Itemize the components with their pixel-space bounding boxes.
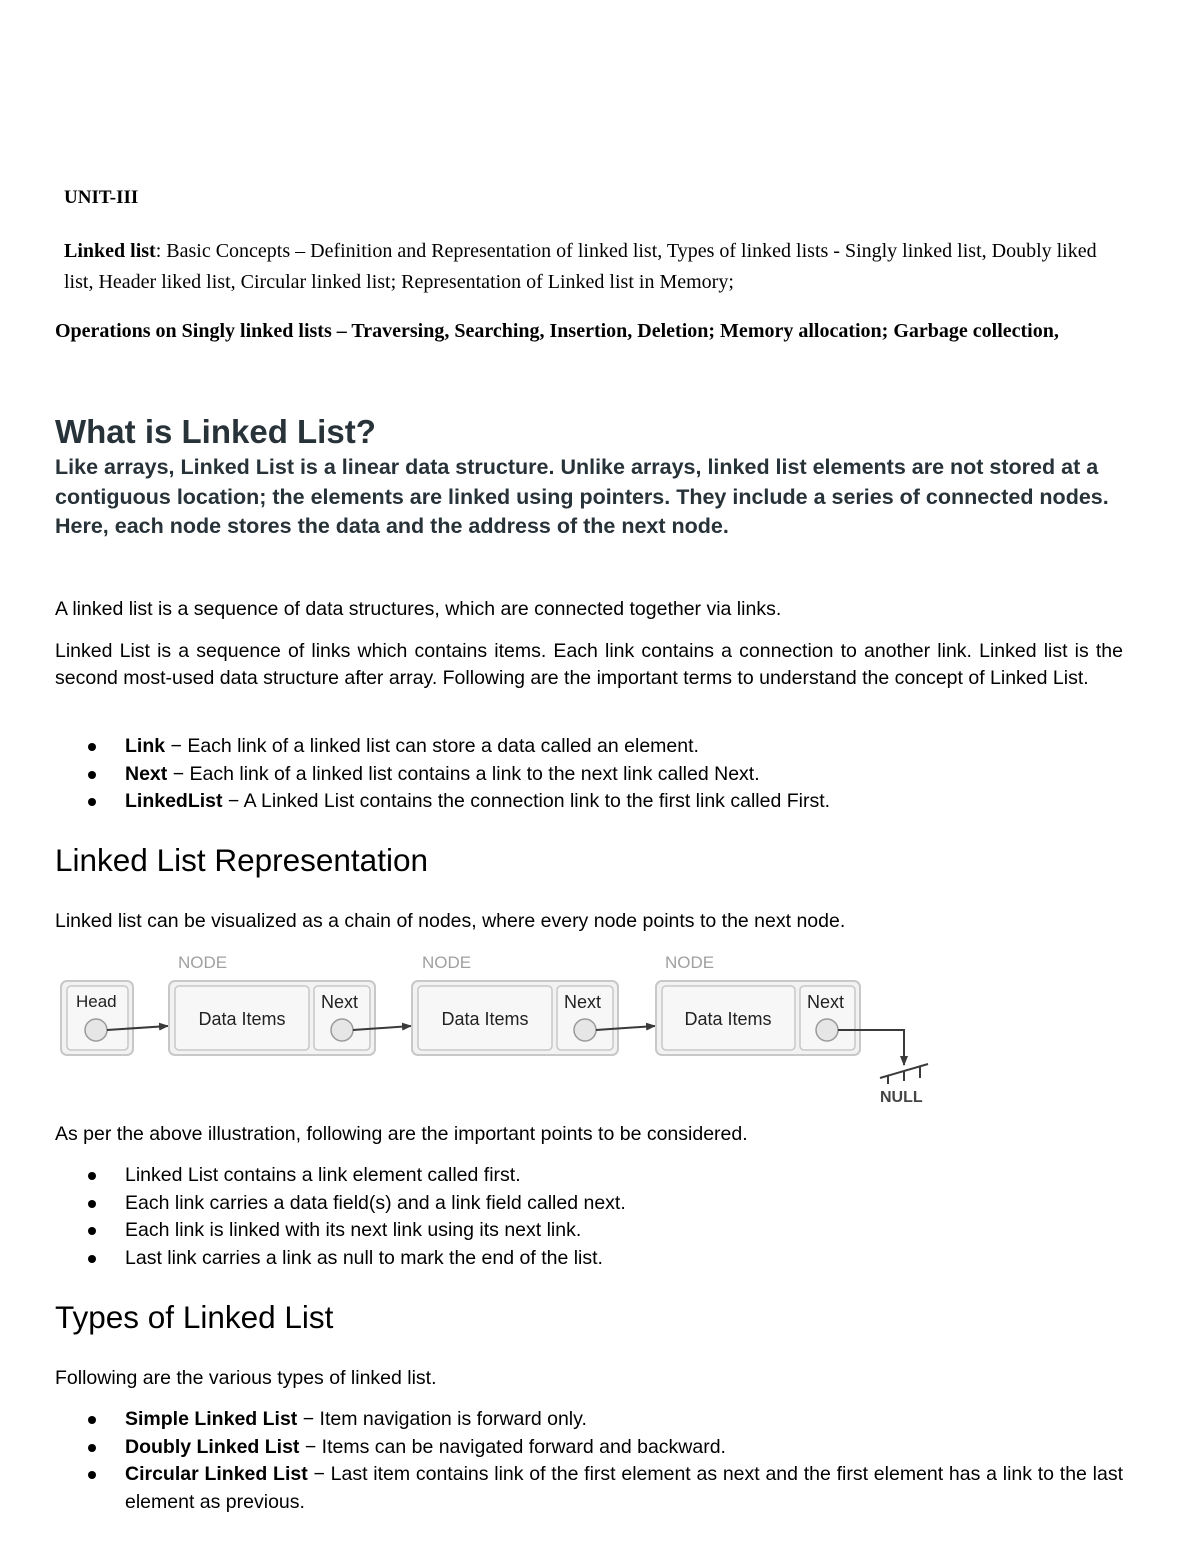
node-label: NODE	[422, 953, 472, 972]
next-label: Next	[807, 992, 845, 1012]
type-desc: − Items can be navigated forward and backward.	[299, 1435, 726, 1458]
list-item	[55, 1461, 1123, 1516]
node-label: NODE	[665, 953, 715, 972]
points-intro: As per the above illustration, following are the important points to be considered.	[55, 1123, 748, 1145]
list-item: Last link carries a link as null to mark the end of the list.	[55, 1245, 1130, 1273]
node-label: NODE	[178, 953, 228, 972]
types-intro: Following are the various types of linked list.	[55, 1367, 437, 1389]
syllabus-paragraph	[64, 236, 1129, 298]
list-item: Each link carries a data field(s) and a link field called next.	[55, 1190, 1130, 1218]
data-items-label: Data Items	[441, 1009, 529, 1029]
null-label: NULL	[880, 1089, 923, 1106]
operations-paragraph: Operations on Singly linked lists – Traversing, Searching, Insertion, Deletion; Memory allocation; Garbage collection,	[55, 320, 1059, 342]
type-desc: − Last item contains link of the first element as next and the first element has a link to the last element as previous.	[125, 1463, 1123, 1513]
types-heading: Types of Linked List	[55, 1299, 334, 1335]
node-3	[656, 953, 860, 1055]
syllabus-lead: Linked list	[64, 240, 156, 262]
head-node	[61, 981, 133, 1055]
head-pointer	[85, 1019, 107, 1041]
terms-list	[55, 733, 1130, 816]
type-label: Circular Linked List	[125, 1463, 308, 1485]
data-items-label: Data Items	[198, 1009, 286, 1029]
next-pointer	[816, 1019, 838, 1041]
next-label: Next	[564, 992, 602, 1012]
term-desc: − Each link of a linked list can store a data called an element.	[165, 735, 699, 757]
points-list	[55, 1162, 1130, 1272]
list-item: Each link is linked with its next link using its next link.	[55, 1217, 1130, 1245]
term-desc: − Each link of a linked list contains a link to the next link called Next.	[167, 762, 760, 785]
term-label: Link	[125, 735, 166, 757]
node-1	[169, 953, 375, 1055]
term-label: Next	[125, 762, 168, 785]
node-2	[412, 953, 618, 1055]
type-label: Doubly Linked List	[125, 1435, 300, 1458]
term-desc: − A Linked List contains the connection link to the first link called First.	[222, 790, 831, 812]
syllabus-text: : Basic Concepts – Definition and Representation of linked list, Types of linked lists - Singly linked list, Doubly liked list, Header liked list, Circular linked list; Representation of Linked list in Memory;	[64, 240, 1097, 293]
what-is-heading: What is Linked List?	[55, 413, 376, 450]
list-item	[55, 761, 1130, 789]
type-desc: − Item navigation is forward only.	[297, 1408, 587, 1430]
types-list	[55, 1406, 1123, 1516]
list-item	[55, 1434, 1123, 1462]
what-is-text: Like arrays, Linked List is a linear data structure. Unlike arrays, linked list elements are not stored at a contiguous location; the elements are linked using pointers. They include a series of connected nodes. Here, each node stores the data and the address of the next node.	[55, 455, 1109, 538]
next-label: Next	[321, 992, 359, 1012]
next-pointer	[331, 1019, 353, 1041]
sequence-paragraph: A linked list is a sequence of data structures, which are connected together via links.	[55, 598, 782, 620]
representation-heading: Linked List Representation	[55, 842, 428, 878]
list-item	[55, 788, 1130, 816]
next-pointer	[574, 1019, 596, 1041]
list-item	[55, 1406, 1123, 1434]
unit-title: UNIT-III	[64, 187, 139, 208]
type-label: Simple Linked List	[125, 1408, 298, 1430]
representation-text: Linked list can be visualized as a chain of nodes, where every node points to the next node.	[55, 910, 846, 932]
head-label: Head	[76, 992, 117, 1011]
linked-list-diagram	[58, 950, 938, 1110]
links-paragraph: Linked List is a sequence of links which contains items. Each link contains a connection to another link. Linked list is the second most-used data structure after array. Following are the important terms to understand the concept of Linked List.	[55, 640, 1123, 689]
list-item: Linked List contains a link element called first.	[55, 1162, 1130, 1190]
data-items-label: Data Items	[684, 1009, 772, 1029]
term-label: LinkedList	[125, 790, 223, 812]
list-item	[55, 733, 1130, 761]
